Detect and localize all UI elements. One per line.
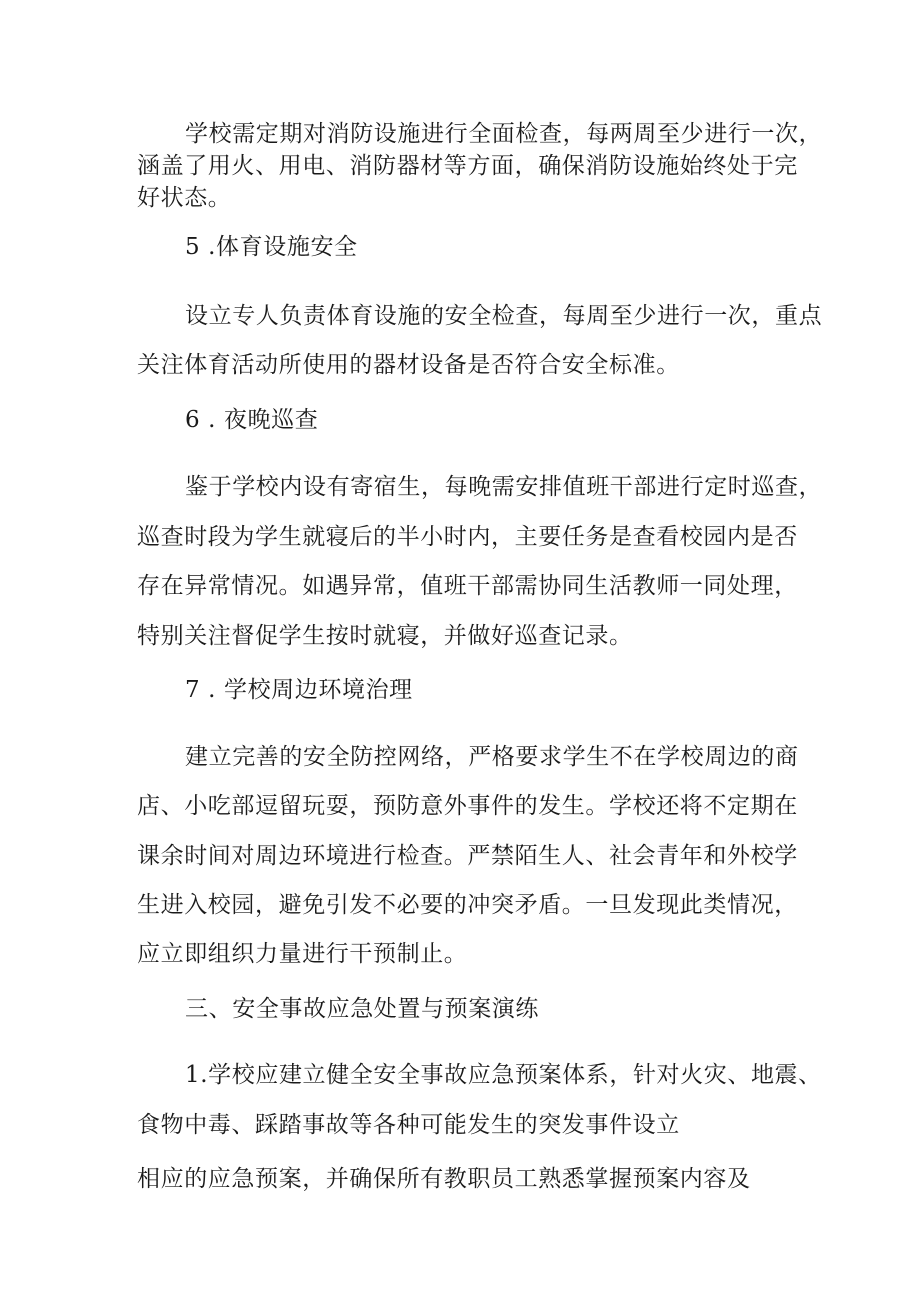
paragraph-line: 相应的应急预案，并确保所有教职员工熟悉掌握预案内容及	[137, 1166, 751, 1192]
paragraph-line: 食物中毒、踩踏事故等各种可能发生的突发事件设立	[137, 1112, 680, 1138]
paragraph-line: 店、小吃部逗留玩耍，预防意外事件的发生。学校还将不定期在	[137, 793, 798, 819]
paragraph-line: 特别关注督促学生按时就寝，并做好巡查记录。	[137, 623, 633, 649]
paragraph-line: 应立即组织力量进行干预制止。	[137, 941, 468, 967]
paragraph-line: 涵盖了用火、用电、消防器材等方面，确保消防设施始终处于完	[137, 153, 798, 179]
paragraph-line: 鉴于学校内设有寄宿生，每晚需安排值班干部进行定时巡查，	[185, 474, 823, 500]
chapter-heading: 三、安全事故应急处置与预案演练	[185, 996, 539, 1022]
paragraph-line: 1.学校应建立健全安全事故应急预案体系，针对火灾、地震、	[185, 1062, 822, 1088]
paragraph-line: 设立专人负责体育设施的安全检查，每周至少进行一次，重点	[185, 303, 823, 329]
section-heading: 6 . 夜晚巡查	[185, 407, 319, 433]
paragraph-line: 关注体育活动所使用的器材设备是否符合安全标准。	[137, 352, 680, 378]
paragraph-line: 生进入校园，避免引发不必要的冲突矛盾。一旦发现此类情况，	[137, 892, 798, 918]
paragraph-line: 好状态。	[137, 185, 232, 211]
paragraph-line: 建立完善的安全防控网络，严格要求学生不在学校周边的商	[185, 744, 799, 770]
paragraph-line: 课余时间对周边环境进行检查。严禁陌生人、社会青年和外校学	[137, 843, 798, 869]
paragraph-line: 存在异常情况。如遇异常，值班干部需协同生活教师一同处理，	[137, 573, 798, 599]
paragraph-line: 巡查时段为学生就寝后的半小时内，主要任务是查看校园内是否	[137, 524, 798, 550]
section-heading: 5 .体育设施安全	[185, 234, 358, 260]
section-heading: 7 . 学校周边环境治理	[185, 677, 413, 703]
paragraph-line: 学校需定期对消防设施进行全面检查，每两周至少进行一次，	[185, 121, 823, 147]
